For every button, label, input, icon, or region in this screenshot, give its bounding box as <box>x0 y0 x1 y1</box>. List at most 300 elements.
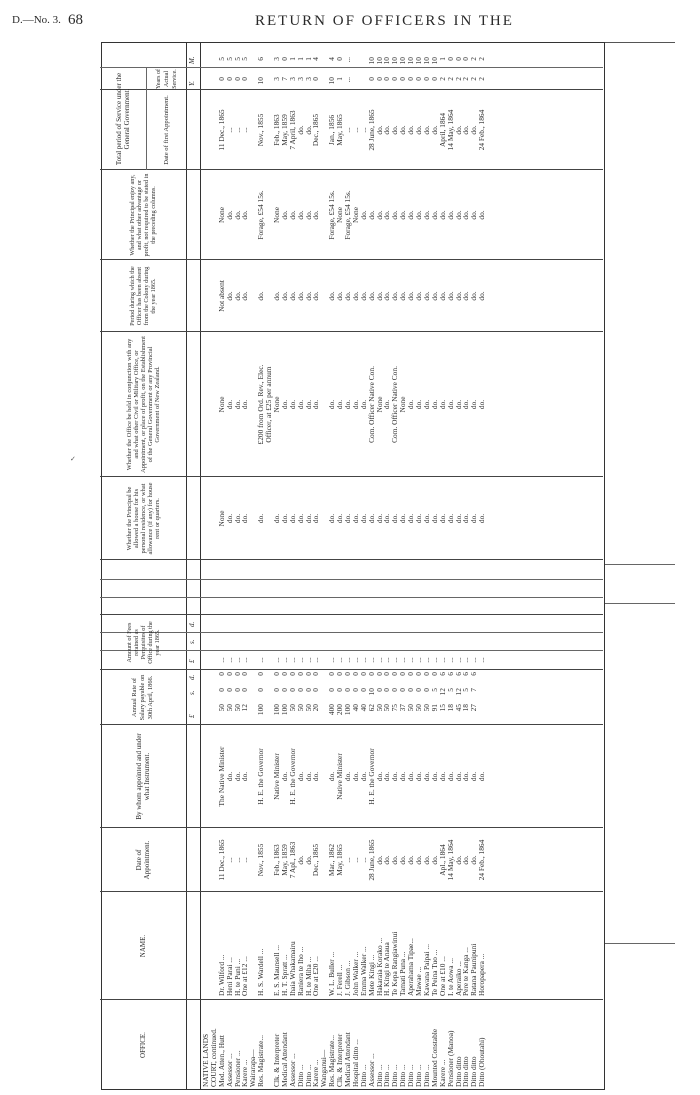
cell: do. <box>279 399 289 410</box>
absent-column <box>202 261 486 331</box>
cell: Native Minister <box>335 753 345 800</box>
cell: 0 <box>287 672 297 676</box>
cell: 0 <box>272 672 282 676</box>
cell: ... <box>240 857 250 863</box>
cell <box>202 77 210 89</box>
cell: do. <box>461 513 471 524</box>
cell: 100 <box>279 704 289 716</box>
cell: One at £10 ... <box>437 956 447 996</box>
cell: Te Peina Tuo ... <box>429 949 439 996</box>
cell: Mar., 1862 <box>327 843 337 877</box>
cell: 37 <box>398 704 408 712</box>
cell: ... <box>335 657 345 663</box>
cell: 3 <box>272 57 282 61</box>
cell: do. <box>232 291 242 301</box>
cell: do. <box>469 513 479 524</box>
col-header-fees: Amount of Fees retained as Perquisites of Office during the year 1865. <box>125 621 161 664</box>
cell: do. <box>240 399 250 410</box>
cell: do. <box>406 771 416 782</box>
cell: 20 <box>311 704 321 712</box>
cell: do. <box>406 855 416 865</box>
cell: Karere ... <box>437 1059 447 1087</box>
cell: 6 <box>445 672 455 676</box>
cell: 14 May, 1864 <box>445 109 455 151</box>
cell: 400 <box>327 704 337 716</box>
cell: Karere ... <box>311 1059 321 1087</box>
cell: 0 <box>398 77 408 81</box>
cell: ... <box>343 657 353 663</box>
cell: do. <box>303 399 313 410</box>
cell: Jan., 1856 <box>327 114 337 146</box>
cell: £200 from Ord. Rev., Elec. <box>256 364 266 445</box>
cell: do. <box>390 771 400 782</box>
cell: do. <box>469 291 479 301</box>
cell: do. <box>287 399 297 410</box>
cell: do. <box>279 210 289 220</box>
cell: 10 <box>366 57 376 65</box>
cell: J. Ferell ... <box>335 964 345 996</box>
cell <box>478 704 486 724</box>
cell <box>202 829 210 891</box>
cell: do. <box>224 513 234 524</box>
cell: do. <box>295 291 305 301</box>
cell: 0 <box>350 688 360 692</box>
cell: do. <box>232 513 242 524</box>
cell: do. <box>421 513 431 524</box>
cell: do. <box>374 210 384 220</box>
cell: do. <box>382 125 392 135</box>
cell: John Walker ... <box>350 951 360 996</box>
cell: do. <box>350 513 360 524</box>
cell: do. <box>327 513 337 524</box>
cell: I. te Aowa ... <box>445 958 455 996</box>
cell: do. <box>295 771 305 782</box>
cell: 24 Feb., 1864 <box>477 109 487 151</box>
cell: Apl., 1864 <box>437 844 447 876</box>
cell: ... <box>358 657 368 663</box>
col-header-date-first: Date of first Appointment. <box>146 90 186 170</box>
cell: do. <box>327 399 337 410</box>
cell: Tamati Puna ... <box>398 951 408 996</box>
cell: 10 <box>327 77 337 85</box>
cell: do. <box>327 771 337 782</box>
cell: Nov., 1855 <box>256 843 266 877</box>
cell: 1 <box>303 57 313 61</box>
cell: do. <box>429 855 439 865</box>
cell: 3 <box>295 77 305 81</box>
cell: 7 Apl., 1863 <box>287 841 297 879</box>
cell: 50 <box>287 704 297 712</box>
cell <box>478 688 486 702</box>
cell: 62 <box>366 704 376 712</box>
cell: do. <box>453 399 463 410</box>
cell: None <box>216 510 226 527</box>
cell: 0 <box>421 672 431 676</box>
cell: 18 <box>461 704 471 712</box>
cell: ... <box>461 657 471 663</box>
cell: 0 <box>358 688 368 692</box>
cell: Ditto ... <box>358 1064 368 1087</box>
cell: 0 <box>295 672 305 676</box>
cell: Res. Magistrate... <box>256 1035 266 1087</box>
cell: Ditto ditto <box>469 1056 479 1087</box>
cell: Ditto ... <box>303 1064 313 1087</box>
cell: do. <box>382 855 392 865</box>
cell: 0 <box>224 672 234 676</box>
cell: 0 <box>256 688 266 692</box>
document-ref: D.—No. 3. <box>12 14 61 26</box>
cell: 10 <box>256 77 266 85</box>
cell: do. <box>421 399 431 410</box>
cell: 0 <box>398 688 408 692</box>
cell: 5 <box>232 57 242 61</box>
cell: 0 <box>279 672 289 676</box>
cell: do. <box>343 399 353 410</box>
cell: None <box>398 396 408 413</box>
cell: 7 <box>279 77 289 81</box>
cell: do. <box>256 513 266 524</box>
cell <box>202 651 210 669</box>
cell: do. <box>477 210 487 220</box>
cell: Ditto ditto <box>461 1056 471 1087</box>
cell: E. S. Maunsell ... <box>272 945 282 996</box>
cell: do. <box>272 291 282 301</box>
cell: Res. Magistrate... <box>327 1035 337 1087</box>
cell: do. <box>421 855 431 865</box>
other-office-column <box>202 333 486 476</box>
unit-pound: £ <box>188 714 196 718</box>
cell: 5 <box>224 57 234 61</box>
cell: 2 <box>453 77 463 81</box>
cell: do. <box>390 513 400 524</box>
cell: ... <box>256 657 266 663</box>
cell: do. <box>398 210 408 220</box>
cell: Med. Atten., Hutt <box>216 1035 226 1087</box>
cell: do. <box>303 855 313 865</box>
cell: ... <box>469 657 479 663</box>
cell <box>202 171 210 259</box>
cell: do. <box>224 291 234 301</box>
cell: 6 <box>256 57 266 61</box>
rotated-table <box>100 43 603 1090</box>
cell: 2 <box>469 57 479 61</box>
cell: 28 June, 1865 <box>366 109 376 151</box>
cell: NATIVE LANDS <box>201 1033 210 1087</box>
cell: 1 <box>287 57 297 61</box>
cell: None <box>374 396 384 413</box>
cell: 12 <box>240 704 250 712</box>
cell: do. <box>382 513 392 524</box>
cell: 75 <box>390 704 400 712</box>
cell: 0 <box>216 688 226 692</box>
cell: 0 <box>279 57 289 61</box>
cell: do. <box>414 291 424 301</box>
col-header-salary: Annual Rate of Salary payable on 30th April, 1866. <box>131 674 154 721</box>
cell: ... <box>398 657 408 663</box>
unit-shilling: s. <box>188 690 196 695</box>
cell: 40 <box>350 704 360 712</box>
cell: ... <box>414 657 424 663</box>
cell: ... <box>224 657 234 663</box>
cell: Feb., 1863 <box>272 844 282 876</box>
cell: ... <box>303 657 313 663</box>
cell: do. <box>358 513 368 524</box>
cell: 4 <box>311 57 321 61</box>
cell: 0 <box>429 672 439 676</box>
cell: 10 <box>382 57 392 65</box>
cell: One at £12 ... <box>240 956 250 996</box>
cell: Clk. & Interpreter <box>272 1033 282 1087</box>
cell: do. <box>406 210 416 220</box>
cell: ... <box>343 77 353 83</box>
cell: do. <box>437 513 447 524</box>
cell: 6 <box>461 672 471 676</box>
cell: Forage, £54 15s. <box>343 190 353 240</box>
cell: 50 <box>374 704 384 712</box>
cell: do. <box>414 771 424 782</box>
unit-row <box>186 43 201 1090</box>
cell: April, 1864 <box>437 112 447 148</box>
cell: do. <box>358 291 368 301</box>
cell: do. <box>429 399 439 410</box>
years-column <box>202 77 486 89</box>
cell: 1 <box>335 77 345 81</box>
cell: Horopapera ... <box>477 953 487 996</box>
cell: ... <box>429 657 439 663</box>
cell: 0 <box>311 77 321 81</box>
cell: do. <box>429 291 439 301</box>
cell: do. <box>343 771 353 782</box>
cell: do. <box>461 855 471 865</box>
cell: 10 <box>398 57 408 65</box>
cell: Ditto ... <box>421 1064 431 1087</box>
cell: do. <box>279 513 289 524</box>
cell: 18 <box>445 704 455 712</box>
cell: do. <box>461 125 471 135</box>
principal-column <box>202 171 486 259</box>
cell: 0 <box>224 77 234 81</box>
cell: H. T. Spratt ... <box>279 954 289 996</box>
cell: 7 <box>469 688 479 692</box>
cell: do. <box>390 855 400 865</box>
cell: H. E. the Governor <box>256 748 266 805</box>
cell: do. <box>453 125 463 135</box>
cell: do. <box>437 771 447 782</box>
cell: do. <box>477 399 487 410</box>
cell: 3 <box>303 77 313 81</box>
cell: do. <box>398 855 408 865</box>
cell: ... <box>343 857 353 863</box>
cell: Ditto ... <box>390 1064 400 1087</box>
cell: do. <box>453 771 463 782</box>
fees-column <box>202 651 486 669</box>
cell: do. <box>437 210 447 220</box>
cell: 10 <box>421 57 431 65</box>
cell: Medical Attendant <box>279 1032 289 1087</box>
cell: do. <box>366 291 376 301</box>
cell: 5 <box>429 688 439 692</box>
cell: Ratana Paunipuni <box>469 943 479 996</box>
cell: ... <box>445 657 455 663</box>
cell: 0 <box>224 688 234 692</box>
cell: 100 <box>343 704 353 716</box>
col-header-house: Whether the Principal be allowed a house for his personal residence, or what allowance (if any) for house rent or quarters. <box>125 482 161 555</box>
cell: Com. Officer Native Con. <box>390 366 400 443</box>
cell: 0 <box>382 688 392 692</box>
cell: Mawae ... <box>414 966 424 996</box>
unit-months: M. <box>188 56 196 64</box>
cell: Ditto ... <box>382 1064 392 1087</box>
cell: Nov., 1855 <box>256 113 266 147</box>
house-column <box>202 478 486 559</box>
cell: ... <box>232 127 242 133</box>
cell: do. <box>469 771 479 782</box>
cell: ... <box>366 657 376 663</box>
cell: do. <box>477 291 487 301</box>
cell: H. E. the Governor <box>366 748 376 805</box>
cell: One at £20 ... <box>311 956 321 996</box>
cell: do. <box>311 210 321 220</box>
cell: do. <box>295 855 305 865</box>
cell: None <box>272 207 282 224</box>
cell: 0 <box>406 688 416 692</box>
cell: ... <box>272 657 282 663</box>
cell: 0 <box>311 672 321 676</box>
cell: do. <box>429 771 439 782</box>
cell: do. <box>256 291 266 301</box>
cell: do. <box>311 291 321 301</box>
cell: do. <box>429 210 439 220</box>
cell: 0 <box>414 672 424 676</box>
cell: do. <box>335 399 345 410</box>
cell: 50 <box>414 704 424 712</box>
cell: 0 <box>406 672 416 676</box>
cell <box>202 672 210 686</box>
col-header-other-office: Whether the Office be held in conjunction with any and what other Civil or Military Office, or Appointment, or place of profit, on the Establishment of the General Government or any Provincial Government of New Zealand. <box>125 336 161 473</box>
cell: 50 <box>216 704 226 712</box>
col-header-name: NAME. <box>139 934 147 958</box>
cell: do. <box>461 210 471 220</box>
unit-pence: d. <box>188 674 196 680</box>
cell: do. <box>453 291 463 301</box>
name-column <box>202 894 486 996</box>
cell: ... <box>358 127 368 133</box>
cell: 50 <box>406 704 416 712</box>
cell: May, 1859 <box>279 844 289 876</box>
cell: do. <box>445 513 455 524</box>
cell: do. <box>295 399 305 410</box>
cell: 7 April, 1863 <box>287 110 297 150</box>
cell: do. <box>343 513 353 524</box>
cell: 0 <box>303 688 313 692</box>
cell: ... <box>358 857 368 863</box>
cell: do. <box>445 771 455 782</box>
cell: do. <box>421 771 431 782</box>
cell: do. <box>437 399 447 410</box>
cell: do. <box>469 855 479 865</box>
cell: Dec., 1865 <box>311 113 321 147</box>
cell: Ditto ditto <box>453 1056 463 1087</box>
cell: 0 <box>232 77 242 81</box>
cell: 0 <box>350 672 360 676</box>
cell: 10 <box>366 688 376 696</box>
cell: ... <box>240 657 250 663</box>
page-number: 68 <box>68 12 83 28</box>
cell: 0 <box>366 672 376 676</box>
cell: 24 Feb., 1864 <box>477 839 487 881</box>
cell: 0 <box>216 77 226 81</box>
cell: 5 <box>445 688 455 692</box>
cell: 6 <box>437 672 447 676</box>
cell: do. <box>374 513 384 524</box>
cell: May, 1865 <box>335 844 345 876</box>
cell: do. <box>414 855 424 865</box>
cell: 0 <box>256 672 266 676</box>
cell: do. <box>287 291 297 301</box>
cell: do. <box>382 291 392 301</box>
cell: do. <box>303 125 313 135</box>
cell: 0 <box>216 672 226 676</box>
cell: 2 <box>461 77 471 81</box>
cell: H. te Miha ... <box>303 956 313 996</box>
cell: 14 May, 1864 <box>445 839 455 881</box>
cell: do. <box>295 125 305 135</box>
cell: do. <box>358 771 368 782</box>
cell: Native Minister <box>272 753 282 800</box>
cell: 0 <box>232 688 242 692</box>
cell: 0 <box>311 688 321 692</box>
cell: do. <box>232 210 242 220</box>
cell: do. <box>406 125 416 135</box>
cell: 0 <box>461 57 471 61</box>
cell <box>478 672 486 686</box>
cell: do. <box>224 771 234 782</box>
cell: do. <box>421 210 431 220</box>
cell: 28 June, 1865 <box>366 839 376 881</box>
cell: do. <box>453 513 463 524</box>
cell: 12 <box>437 688 447 696</box>
cell: 0 <box>303 672 313 676</box>
cell <box>352 77 360 89</box>
cell: Karere ... <box>240 1059 250 1087</box>
cell: Ditto ... <box>295 1064 305 1087</box>
cell: ... <box>453 657 463 663</box>
cell <box>352 57 360 69</box>
cell: ... <box>295 657 305 663</box>
cell: 0 <box>429 77 439 81</box>
cell: 0 <box>335 57 345 61</box>
cell: 10 <box>390 57 400 65</box>
cell: Feb., 1863 <box>272 114 282 146</box>
cell: ... <box>421 657 431 663</box>
cell: 0 <box>453 57 463 61</box>
cell: 0 <box>272 688 282 692</box>
cell: do. <box>445 291 455 301</box>
cell: Ditto ... <box>374 1064 384 1087</box>
cell: ... <box>350 127 360 133</box>
cell: do. <box>303 513 313 524</box>
col-header-total-service: Total period of Service under the General Government. <box>115 72 131 166</box>
cell: do. <box>240 771 250 782</box>
cell: 0 <box>335 672 345 676</box>
cell: ... <box>390 657 400 663</box>
cell: do. <box>295 210 305 220</box>
salary-shillings-column <box>202 688 486 702</box>
cell: 5 <box>461 688 471 692</box>
cell: do. <box>295 513 305 524</box>
cell: Aperahama Tipae... <box>406 938 416 996</box>
cell: 0 <box>343 688 353 692</box>
